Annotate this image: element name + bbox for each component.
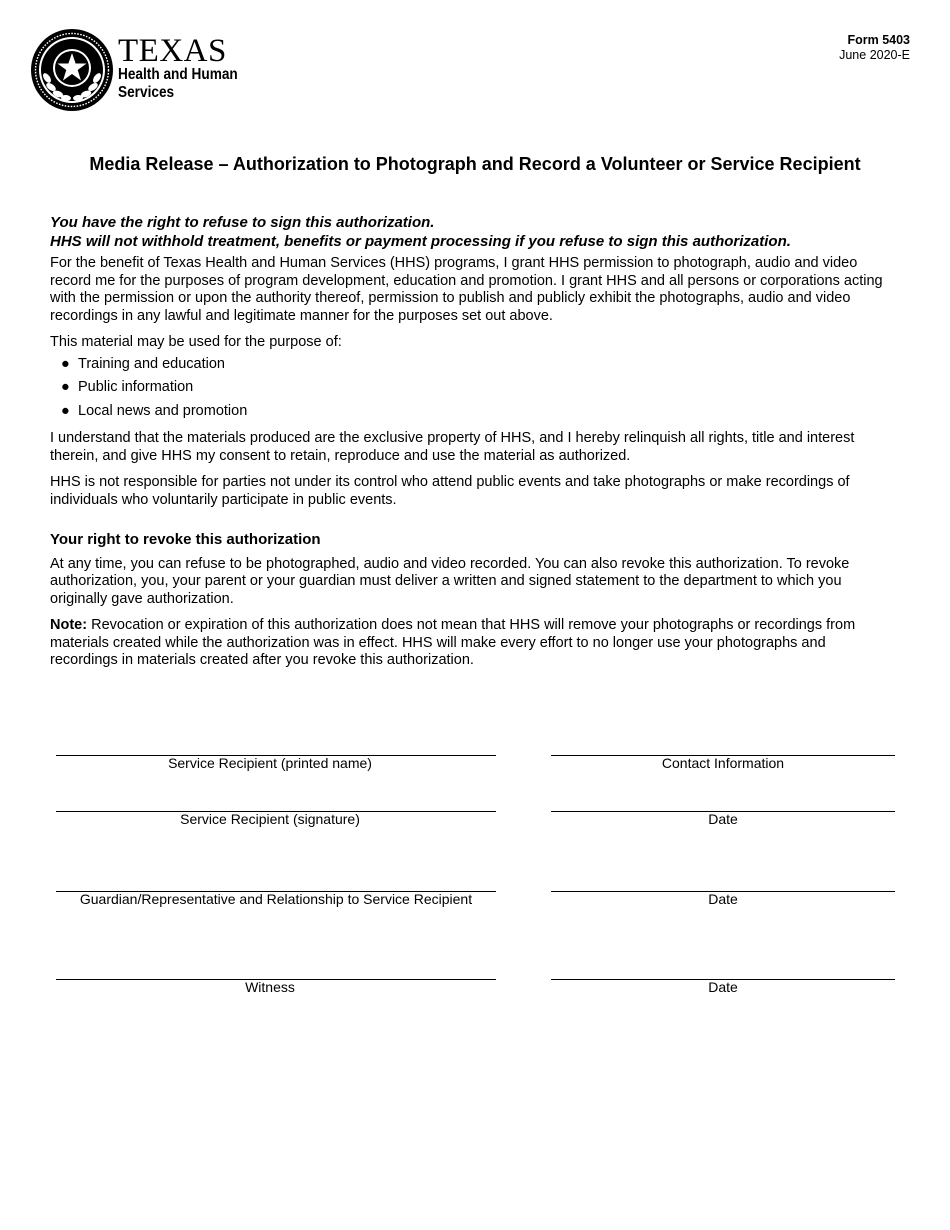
revoke-heading: Your right to revoke this authorization (50, 531, 321, 548)
form-date: June 2020-E (839, 48, 910, 62)
bullet-icon: ● (61, 379, 70, 395)
note-label: Note: (50, 617, 88, 633)
note-paragraph (50, 617, 890, 670)
purpose-intro: This material may be used for the purpose of: (50, 334, 342, 350)
purpose-label: Public information (78, 379, 194, 395)
grant-paragraph: For the benefit of Texas Health and Human Services (HHS) programs, I grant HHS permission to photograph, audio and video record me for the purposes of program development, education and promotion. I grant HHS and all persons or corporations acting with the permission or upon the authority thereof, permission to publish and publicly exhibit the photographs, audio and video recordings in any lawful and legitimate manner for the purposes set out above. (50, 255, 883, 324)
witness-date-label: Date (708, 979, 738, 995)
responsibility-paragraph: HHS is not responsible for parties not under its control who attend public events and take photographs or make recordings of individuals who voluntarily participate in public events. (50, 474, 850, 508)
bullet-icon: ● (61, 402, 70, 419)
purpose-list (50, 356, 890, 421)
page-title: Media Release – Authorization to Photograph and Record a Volunteer or Service Recipient (89, 154, 861, 174)
bullet-icon: ● (61, 355, 70, 372)
note-body: Revocation or expiration of this authorization does not mean that HHS will remove your photographs or recordings from materials created while the authorization was in effect. HHS will make every effort to no longer use your photographs and recordings in materials created after you revoke this authorization. (50, 617, 856, 668)
hhs-logo (30, 28, 260, 114)
logo-subtitle-line2: Services (118, 84, 175, 101)
rights-line-2: HHS will not withhold treatment, benefits or payment processing if you refuse to sign this authorization. (50, 233, 791, 250)
signature-label: Service Recipient (signature) (180, 811, 360, 827)
purpose-label: Training and education (78, 355, 225, 372)
form-number: Form 5403 (847, 33, 910, 47)
logo-title: TEXAS (118, 33, 227, 69)
revoke-paragraph: At any time, you can refuse to be photographed, audio and video recorded. You can also revoke this authorization. To revoke authorization, you, your parent or your guardian must deliver a written and signed statement to the department to which you originally gave authorization. (50, 555, 850, 607)
guardian-date-label: Date (708, 891, 738, 907)
printed-name-label: Service Recipient (printed name) (168, 755, 372, 771)
rights-statement (50, 213, 890, 251)
rights-line-1: You have the right to refuse to sign this authorization. (50, 214, 435, 231)
list-item (50, 379, 890, 397)
form-body (50, 213, 890, 679)
list-item (50, 356, 890, 374)
property-paragraph: I understand that the materials produced are the exclusive property of HHS, and I hereby relinquish all rights, title and interest therein, and give HHS my consent to retain, reproduce and use the material as authorized. (50, 430, 855, 464)
purpose-label: Local news and promotion (78, 402, 248, 419)
guardian-label: Guardian/Representative and Relationship to Service Recipient (79, 891, 473, 907)
texas-seal-icon (30, 28, 114, 112)
logo-wordmark (118, 33, 254, 102)
form-identifier (839, 33, 910, 63)
list-item (50, 403, 890, 421)
logo-subtitle-line1: Health and Human (118, 66, 238, 83)
witness-label: Witness (245, 979, 295, 995)
contact-info-label: Contact Information (661, 755, 785, 771)
signature-date-label: Date (708, 811, 738, 827)
